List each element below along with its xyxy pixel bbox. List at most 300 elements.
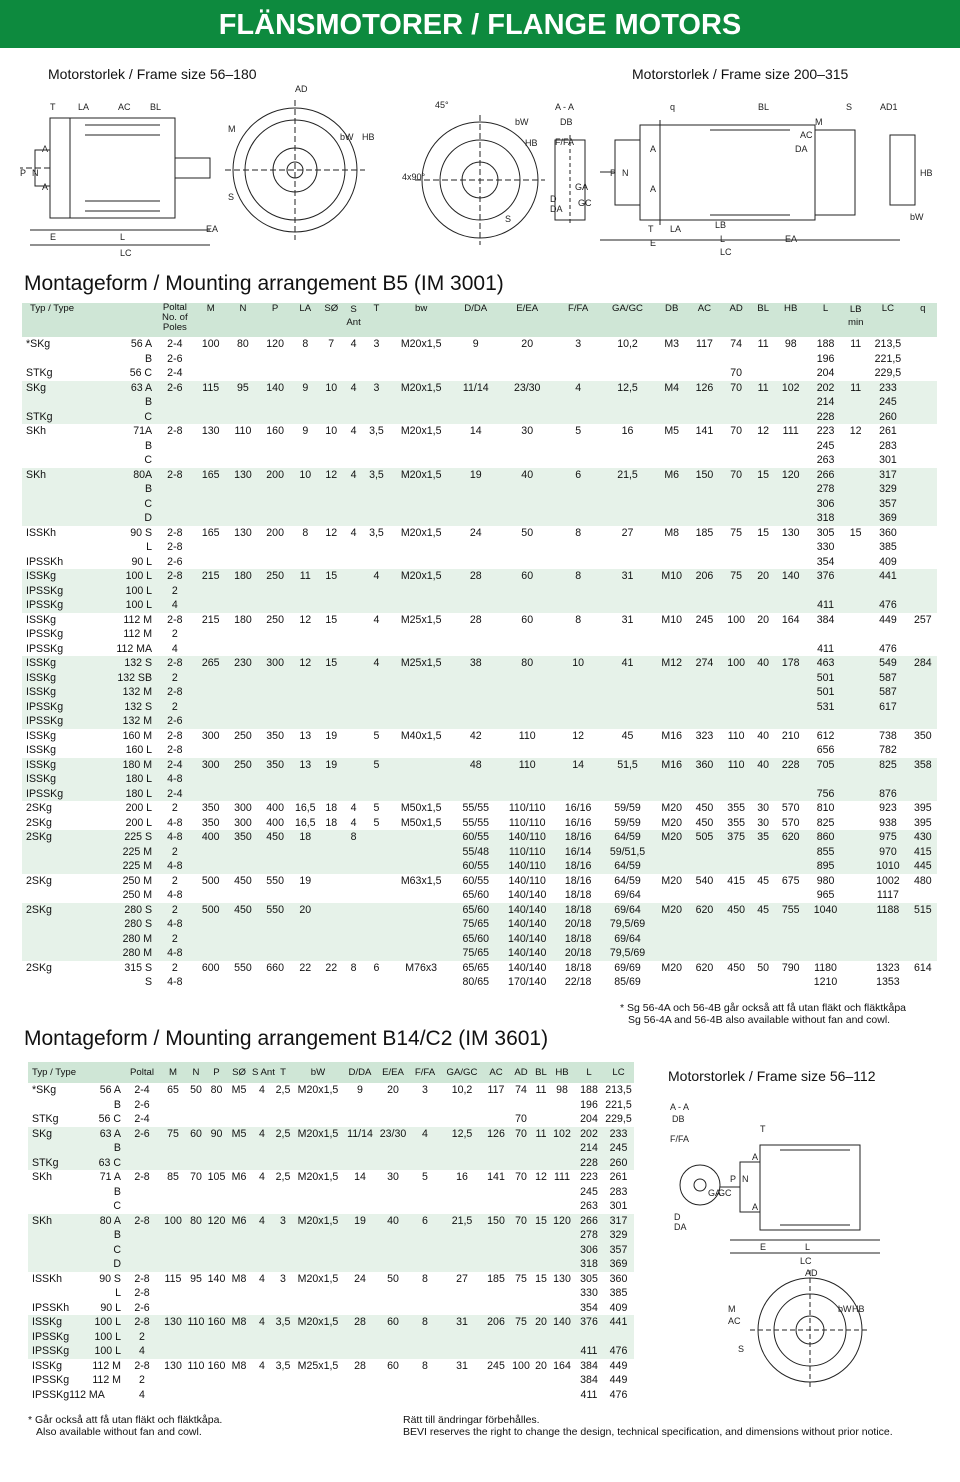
svg-text:AD: AD	[805, 1268, 818, 1278]
b14-header-N: N	[186, 1062, 206, 1083]
table-cell	[844, 975, 867, 990]
table-cell: 30	[387, 1171, 399, 1184]
header-LB-label: LB	[849, 304, 862, 315]
table-cell	[259, 714, 291, 729]
table-cell	[549, 1199, 575, 1214]
table-cell	[319, 671, 343, 686]
table-cell: 463	[807, 656, 844, 671]
svg-text:P: P	[610, 168, 617, 178]
table-cell: M50x1,5	[400, 816, 442, 829]
table-cell: 188	[580, 1084, 598, 1097]
table-cell: 12,5	[600, 381, 655, 396]
table-cell	[409, 1141, 441, 1156]
table-cell	[721, 439, 752, 454]
table-cell	[775, 555, 807, 570]
table-cell: 63 C	[84, 1156, 124, 1171]
table-cell	[721, 787, 752, 802]
table-cell: 1010	[867, 859, 909, 874]
table-cell	[293, 1199, 343, 1214]
table-cell	[343, 729, 364, 744]
table-cell: 90 S	[99, 1272, 121, 1285]
table-cell: 5	[373, 802, 380, 815]
table-cell: 213,5	[874, 338, 902, 351]
table-cell: 112 MA	[116, 642, 153, 655]
table-cell: 12	[291, 656, 319, 671]
table-cell: 2	[155, 584, 195, 599]
table-row	[22, 540, 937, 555]
table-cell	[259, 410, 291, 425]
table-cell	[775, 743, 807, 758]
table-cell	[909, 453, 937, 468]
table-cell	[655, 700, 688, 715]
table-cell	[509, 1228, 533, 1243]
table-cell: 2-6	[167, 555, 183, 568]
table-cell	[688, 917, 720, 932]
table-cell: 7	[328, 338, 335, 351]
table-cell: 126	[688, 381, 720, 396]
table-cell: 63 A	[84, 1127, 124, 1142]
table-cell	[319, 642, 343, 657]
table-cell	[498, 627, 556, 642]
table-cell: 140/140	[498, 946, 556, 961]
table-row	[22, 511, 937, 526]
table-cell	[498, 395, 556, 410]
table-cell	[844, 497, 867, 512]
table-cell: 587	[867, 671, 909, 686]
table-cell	[909, 540, 937, 555]
svg-text:bW: bW	[515, 117, 529, 127]
table-cell	[453, 671, 498, 686]
table-cell	[775, 482, 807, 497]
section1-footnote-en: Sg 56-4A and 56-4B also available without fan and cowl.	[628, 1014, 891, 1026]
table-cell	[293, 1228, 343, 1243]
table-cell: IPSSKg	[22, 584, 91, 599]
table-cell	[655, 743, 688, 758]
table-cell	[343, 497, 364, 512]
table-cell: 140/110	[498, 859, 556, 874]
table-cell	[453, 700, 498, 715]
table-cell	[343, 1228, 377, 1243]
header-poles-sv: Poltal	[162, 302, 187, 313]
table-cell	[195, 932, 227, 947]
table-cell: 141	[695, 425, 714, 438]
table-row	[28, 1185, 634, 1200]
svg-text:S: S	[505, 214, 512, 224]
table-cell: 409	[879, 555, 897, 568]
table-cell	[775, 714, 807, 729]
table-cell	[227, 352, 259, 367]
table-cell	[775, 888, 807, 903]
table-cell	[688, 888, 720, 903]
table-cell: 4	[373, 613, 380, 626]
table-cell	[343, 598, 364, 613]
table-cell: *SKg	[32, 1084, 57, 1097]
table-cell	[441, 1344, 483, 1359]
table-cell	[389, 540, 453, 555]
table-cell: 79,5/69	[600, 917, 655, 932]
table-cell: 41	[600, 656, 655, 671]
table-cell	[498, 352, 556, 367]
table-cell: 50	[521, 526, 534, 539]
table-cell: 28	[354, 1359, 366, 1372]
table-cell: 180	[227, 569, 259, 584]
table-cell: 210	[781, 729, 800, 742]
svg-text:M: M	[228, 124, 236, 134]
b14-header-T: T	[273, 1062, 293, 1083]
table-cell: 306	[575, 1243, 603, 1258]
table-cell	[259, 627, 291, 642]
table-cell	[22, 439, 91, 454]
table-cell	[160, 1112, 186, 1127]
table-cell: 20	[291, 903, 319, 918]
table-cell	[186, 1112, 206, 1127]
table-cell: 100 L	[91, 569, 155, 584]
table-row	[22, 613, 937, 628]
table-cell: 15	[319, 656, 343, 671]
table-cell	[291, 685, 319, 700]
svg-text:DA: DA	[550, 204, 563, 214]
table-cell	[498, 497, 556, 512]
table-cell: 2-8	[155, 569, 195, 584]
table-cell: 18/18	[564, 961, 592, 974]
table-row	[22, 816, 937, 831]
table-cell: 8	[350, 961, 357, 974]
table-row	[28, 1141, 634, 1156]
table-cell: IPSSKg112 MA	[32, 1388, 105, 1401]
table-cell	[227, 555, 259, 570]
table-cell	[775, 627, 807, 642]
table-cell: 150	[483, 1214, 509, 1229]
table-cell	[28, 1098, 84, 1113]
table-cell	[655, 627, 688, 642]
table-cell: 4-8	[155, 830, 195, 845]
table-cell	[364, 439, 389, 454]
table-cell: 140/140	[498, 903, 556, 918]
table-cell	[721, 671, 752, 686]
table-cell	[453, 482, 498, 497]
table-cell	[377, 1098, 409, 1113]
table-cell: M25x1,5	[400, 613, 442, 626]
table-cell: 369	[867, 511, 909, 526]
table-cell: 80	[210, 1084, 223, 1097]
table-row	[22, 946, 937, 961]
table-cell: 500	[201, 874, 220, 887]
table-cell	[498, 555, 556, 570]
table-cell: 55/48	[453, 845, 498, 860]
table-cell	[721, 352, 752, 367]
table-cell: 245	[580, 1185, 598, 1198]
table-cell: 318	[807, 511, 844, 526]
table-cell	[227, 1243, 251, 1258]
table-cell	[124, 1185, 160, 1200]
table-cell: 2-6	[167, 352, 183, 365]
table-cell: 164	[553, 1359, 571, 1372]
table-cell: 9	[302, 425, 309, 438]
table-cell	[655, 395, 688, 410]
table-cell	[909, 584, 937, 599]
table-cell	[291, 410, 319, 425]
table-cell: 300	[234, 816, 252, 829]
table-cell	[483, 1344, 509, 1359]
table-cell: 2-6	[134, 1301, 150, 1314]
table-cell: 140/110	[508, 874, 546, 887]
table-cell: 4	[350, 526, 357, 539]
table-cell	[721, 932, 752, 947]
table-cell	[291, 540, 319, 555]
table-cell: 4	[139, 1388, 145, 1401]
table-cell	[195, 584, 227, 599]
header-bw: bw	[389, 303, 453, 337]
section1-title: Montageform / Mounting arrangement B5 (IM 3001)	[24, 272, 504, 295]
table-cell	[227, 772, 259, 787]
table-cell	[600, 598, 655, 613]
table-cell: 15	[325, 613, 338, 626]
table-cell	[259, 642, 291, 657]
table-cell: 480	[914, 874, 932, 887]
table-cell: 19	[325, 729, 338, 742]
table-cell: 250	[259, 569, 291, 584]
table-cell	[844, 845, 867, 860]
table-cell: 350	[201, 802, 220, 815]
table-cell: 10	[319, 381, 343, 396]
table-cell: M20x1,5	[389, 381, 453, 396]
frame-size-small-label: Motorstorlek / Frame size 56–112	[668, 1068, 876, 1084]
table-cell	[600, 584, 655, 599]
table-cell	[293, 1388, 343, 1403]
table-row	[22, 569, 937, 584]
table-cell: 2	[155, 671, 195, 686]
svg-text:LC: LC	[800, 1256, 812, 1266]
table-cell: 105	[207, 1171, 226, 1184]
table-cell: B	[91, 482, 155, 497]
table-cell: 500	[195, 903, 227, 918]
svg-text:DB: DB	[560, 117, 573, 127]
table-cell	[775, 410, 807, 425]
table-cell: 620	[695, 961, 714, 974]
table-cell: 450	[234, 874, 252, 887]
b14-header-AD: AD	[509, 1062, 533, 1083]
table-cell	[775, 497, 807, 512]
table-cell	[293, 1301, 343, 1316]
table-cell	[227, 453, 259, 468]
table-cell: 450	[259, 830, 291, 845]
svg-text:GA: GA	[575, 182, 589, 192]
table-cell	[343, 642, 364, 657]
table-cell	[364, 627, 389, 642]
table-cell	[441, 1185, 483, 1200]
svg-text:A: A	[42, 182, 49, 192]
table-cell: M20	[661, 802, 682, 815]
table-cell	[195, 787, 227, 802]
header-F-FA: F/FA	[556, 303, 600, 337]
table-cell	[186, 1286, 206, 1301]
table-cell	[259, 917, 291, 932]
table-cell	[409, 1228, 441, 1243]
table-cell	[844, 395, 867, 410]
table-cell	[227, 511, 259, 526]
table-cell: 223	[816, 425, 835, 438]
table-cell: 2-4	[134, 1084, 150, 1097]
table-row	[22, 337, 937, 352]
table-cell: 56 C	[129, 367, 153, 380]
table-cell	[556, 439, 600, 454]
table-cell	[844, 859, 867, 874]
table-cell: 15	[533, 1214, 549, 1229]
table-cell	[867, 584, 909, 599]
table-cell	[453, 366, 498, 381]
table-cell: 11	[535, 1084, 547, 1097]
table-cell	[206, 1228, 227, 1243]
table-cell	[273, 1373, 293, 1388]
table-cell: 71A	[133, 425, 153, 438]
table-cell: 69/69	[614, 961, 641, 974]
table-cell: 300	[201, 729, 220, 742]
table-cell	[377, 1301, 409, 1316]
table-cell	[688, 497, 720, 512]
svg-text:A: A	[42, 144, 49, 154]
table-cell: 74	[730, 338, 743, 351]
svg-text:HB: HB	[852, 1304, 865, 1314]
table-cell: 65/60	[462, 889, 489, 902]
table-cell: 4	[350, 425, 357, 438]
b14-header-GA-GC: GA/GC	[441, 1062, 483, 1083]
table-cell: 18/18	[556, 932, 600, 947]
table-cell	[319, 395, 343, 410]
table-cell	[844, 700, 867, 715]
table-cell	[655, 482, 688, 497]
table-cell: 206	[483, 1315, 509, 1330]
table-cell	[600, 540, 655, 555]
small-motor-drawing	[660, 1090, 930, 1400]
table-cell: ISSKh	[26, 526, 57, 539]
table-cell: M10	[655, 569, 688, 584]
table-cell: 50	[190, 1084, 202, 1097]
table-cell	[273, 1185, 293, 1200]
table-cell: 4	[251, 1315, 273, 1330]
table-row	[22, 555, 937, 570]
table-cell: 55/55	[462, 802, 489, 815]
table-cell: M20x1,5	[293, 1315, 343, 1330]
table-cell	[453, 497, 498, 512]
table-cell	[364, 584, 389, 599]
table-cell	[291, 352, 319, 367]
table-cell	[909, 772, 937, 787]
table-cell	[206, 1373, 227, 1388]
table-cell	[752, 671, 775, 686]
table-cell: 170/140	[508, 976, 547, 989]
svg-text:BL: BL	[150, 102, 162, 112]
svg-text:HB: HB	[362, 132, 375, 142]
table-cell	[549, 1373, 575, 1388]
table-cell: 4	[259, 1084, 265, 1097]
table-cell	[227, 482, 259, 497]
table-cell: 612	[816, 729, 835, 742]
table-cell: M76x3	[405, 961, 438, 974]
table-cell: 2	[155, 845, 195, 860]
table-cell	[483, 1243, 509, 1258]
b14-header-D-DA: D/DA	[343, 1062, 377, 1083]
svg-text:P: P	[730, 1174, 737, 1184]
table-cell: 204	[580, 1113, 598, 1126]
table-cell	[844, 352, 867, 367]
table-cell	[688, 555, 720, 570]
table-cell: 90 L	[131, 555, 153, 568]
table-cell: 14	[354, 1171, 366, 1184]
table-cell: 160	[207, 1359, 226, 1372]
table-cell: 280 S	[91, 917, 155, 932]
table-cell	[259, 482, 291, 497]
table-cell	[556, 642, 600, 657]
table-cell: 85/69	[614, 976, 641, 989]
header-type-size	[91, 303, 155, 337]
table-cell: 385	[879, 541, 897, 554]
table-cell	[549, 1257, 575, 1272]
table-cell	[909, 424, 937, 439]
table-cell: 260	[603, 1156, 634, 1171]
table-cell	[343, 555, 364, 570]
table-cell: 245	[487, 1359, 505, 1372]
table-cell	[509, 1185, 533, 1200]
table-cell: 100	[512, 1359, 530, 1372]
table-cell: 40	[498, 468, 556, 483]
table-cell: 350	[266, 729, 284, 742]
table-cell: 415	[909, 845, 937, 860]
table-cell: 180	[234, 613, 252, 626]
table-cell	[364, 482, 389, 497]
table-cell	[409, 1344, 441, 1359]
table-cell	[343, 1185, 377, 1200]
table-cell: ISSKg	[22, 772, 91, 787]
table-cell: 245	[603, 1141, 634, 1156]
table-cell	[752, 772, 775, 787]
table-cell: 2	[171, 628, 178, 641]
table-cell	[389, 685, 453, 700]
table-cell: 15	[535, 1272, 547, 1285]
table-cell	[227, 1185, 251, 1200]
svg-text:M: M	[815, 117, 823, 127]
table-cell: ISSKg	[26, 729, 57, 742]
table-row	[22, 685, 937, 700]
table-cell: STKg	[22, 410, 91, 425]
table-cell: 31	[456, 1359, 468, 1372]
table-cell: 69/64	[614, 889, 641, 902]
table-cell	[441, 1243, 483, 1258]
table-cell	[775, 352, 807, 367]
table-row	[28, 1373, 634, 1388]
table-cell: 206	[688, 569, 720, 584]
table-cell	[293, 1156, 343, 1171]
table-cell	[844, 540, 867, 555]
table-cell: M20x1,5	[400, 425, 442, 438]
table-cell: 13	[291, 758, 319, 773]
table-cell	[319, 627, 343, 642]
table-cell: 8	[556, 569, 600, 584]
table-cell: 160 L	[125, 744, 153, 757]
table-cell: 202	[807, 381, 844, 396]
table-cell: 411	[817, 642, 834, 655]
table-cell: 200	[259, 468, 291, 483]
table-cell	[752, 946, 775, 961]
table-cell	[291, 700, 319, 715]
table-cell: 50	[387, 1272, 399, 1285]
b14-header-P: P	[206, 1062, 227, 1083]
table-cell: M6	[655, 468, 688, 483]
table-cell: 3,5	[273, 1315, 293, 1330]
table-cell: 20	[521, 338, 534, 351]
table-cell: 70	[730, 367, 743, 380]
table-cell: 51,5	[600, 758, 655, 773]
table-cell	[251, 1344, 273, 1359]
